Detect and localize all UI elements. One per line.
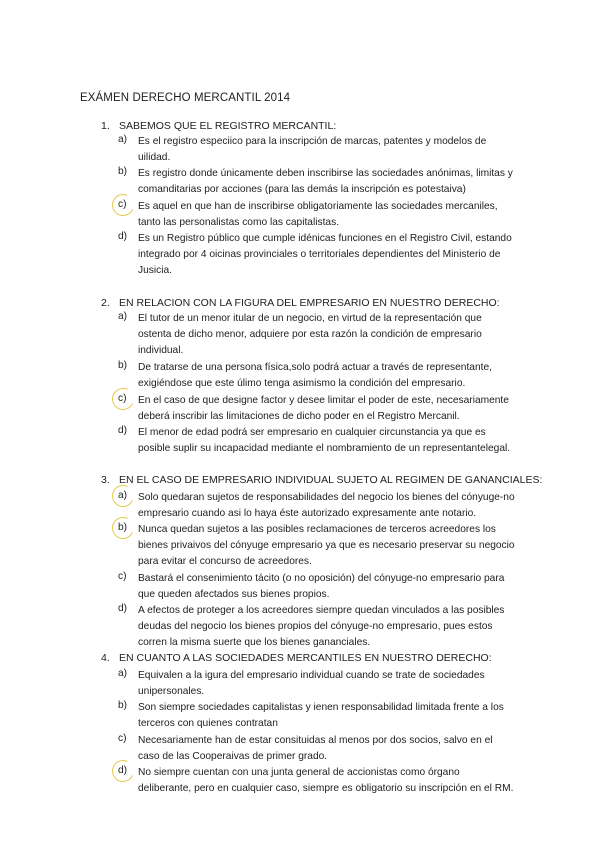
q3-option-b-text: Nunca quedan sujetos a las posibles reclamaciones de terceros acreedores los bienes privaivos del cónyuge empresario ya que es necesario preservar su negocio para evitar el concurso de acreedores.	[138, 524, 515, 568]
answer-circle-mark	[109, 191, 137, 219]
q1-option-c-text: Es aquel en que han de inscribirse obligatoriamente las sociedades mercaniles, tanto las personalistas como las capitalistas.	[138, 201, 498, 229]
answer-circle-mark	[109, 757, 137, 785]
q1-option-a-text: Es el registro especiico para la inscripción de marcas, patentes y modelos de uilidad.	[138, 136, 487, 164]
q2-option-a-label: a)	[118, 311, 128, 322]
question-3-number: 3.	[101, 474, 110, 486]
q1-option-b-label: b)	[118, 166, 128, 177]
q3-option-d-text: A efectos de proteger a los acreedores siempre quedan vinculados a las posibles deudas del negocio los bienes propios del cónyuge-no empresario, pues estos corren la misma suerte que los bienes gananciales.	[138, 605, 505, 649]
q2-option-b-label: b)	[118, 360, 128, 371]
q4-option-c-label: c)	[118, 733, 127, 744]
question-4-number: 4.	[101, 652, 110, 664]
q1-option-a-label: a)	[118, 134, 128, 145]
question-1-text: SABEMOS QUE EL REGISTRO MERCANTIL:	[119, 120, 337, 132]
q3-option-c-text: Bastará el consenimiento tácito (o no oposición) del cónyuge-no empresario para que queden afectados sus bienes propios.	[138, 573, 505, 601]
q2-option-c-text: En el caso de que designe factor y desee limitar el poder de este, necesariamente deberá inscribir las limitaciones de dicho poder en el Registro Mercanil.	[138, 395, 509, 423]
q2-option-a-text: El tutor de un menor itular de un negocio, en virtud de la representación que ostenta de dicho menor, adquiere por esta razón la condición de empresario individual.	[138, 313, 482, 357]
q3-option-a-label: a)	[118, 490, 128, 501]
question-1-number: 1.	[101, 120, 110, 132]
q2-option-d-label: d)	[118, 425, 128, 436]
question-3-text: EN EL CASO DE EMPRESARIO INDIVIDUAL SUJETO AL REGIMEN DE GANANCIALES:	[119, 474, 543, 486]
q4-option-d-label: d)	[118, 765, 128, 776]
q4-option-a-text: Equivalen a la igura del empresario individual cuando se trate de sociedades unipersonales.	[138, 670, 485, 698]
q1-option-b-text: Es registro donde únicamente deben inscribirse las sociedades anónimas, limitas y comanditarias por acciones (para las demás la inscripción es potestaiva)	[138, 168, 513, 196]
q4-option-c-text: Necesariamente han de estar consituidas al menos por dos socios, salvo en el caso de las Cooperaivas de primer grado.	[138, 735, 493, 763]
q4-option-d-text: No siempre cuentan con una junta general de accionistas como órgano deliberante, pero en cualquier caso, siempre es obligatorio su inscripción en el RM.	[138, 767, 514, 795]
answer-circle-mark	[109, 514, 137, 542]
q1-option-d-text: Es un Registro público que cumple idénicas funciones en el Registro Civil, estando integrado por 4 oicinas provinciales o territoriales dependientes del Ministerio de Jusicia.	[138, 233, 512, 277]
question-4-text: EN CUANTO A LAS SOCIEDADES MERCANTILES EN NUESTRO DERECHO:	[119, 652, 492, 664]
question-2-text: EN RELACION CON LA FIGURA DEL EMPRESARIO EN NUESTRO DERECHO:	[119, 297, 500, 309]
q4-option-b-text: Son siempre sociedades capitalistas y ienen responsabilidad limitada frente a los terceros con quienes contratan	[138, 702, 504, 730]
q3-option-a-text: Solo quedaran sujetos de responsabilidades del negocio los bienes del cónyuge-no empresario cuando asi lo haya éste autorizado expresamente ante notario.	[138, 492, 515, 520]
answer-circle-mark	[109, 482, 137, 510]
answer-circle-mark	[109, 385, 137, 413]
q2-option-c-label: c)	[118, 393, 127, 404]
exam-title: EXÁMEN DERECHO MERCANTIL 2014	[80, 92, 291, 104]
q4-option-b-label: b)	[118, 700, 128, 711]
q3-option-d-label: d)	[118, 603, 128, 614]
q2-option-b-text: De tratarse de una persona física,solo podrá actuar a través de representante, exigiéndose que este úlimo tenga asimismo la condición del empresario.	[138, 362, 492, 390]
question-2-number: 2.	[101, 297, 110, 309]
q1-option-c-label: c)	[118, 199, 127, 210]
q3-option-c-label: c)	[118, 571, 127, 582]
q1-option-d-label: d)	[118, 231, 128, 242]
q3-option-b-label: b)	[118, 522, 128, 533]
q2-option-d-text: El menor de edad podrá ser empresario en cualquier circunstancia ya que es posible suplir su incapacidad mediante el nombramiento de un representantelegal.	[138, 427, 511, 455]
q4-option-a-label: a)	[118, 668, 128, 679]
